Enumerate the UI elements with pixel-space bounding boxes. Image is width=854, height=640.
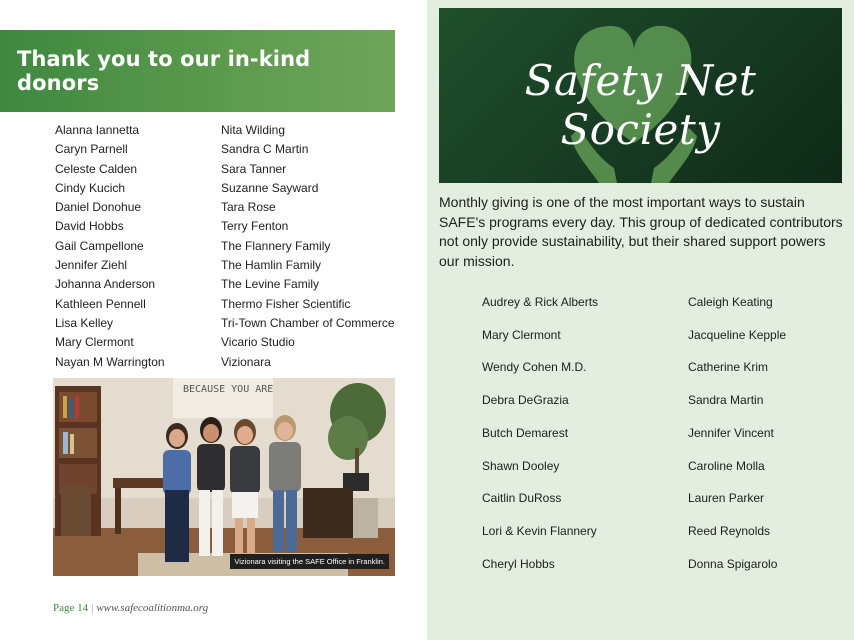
donor-name: The Flannery Family (221, 238, 331, 253)
donor-name: Suzanne Sayward (221, 180, 319, 195)
member-name: Catherine Krim (688, 360, 769, 375)
intro-paragraph: Monthly giving is one of the most important ways to sustain SAFE's programs every day. This group of dedicated contributors not only provide sustainability, but their shared support powers our mission. (439, 194, 843, 269)
donor-name: Gail Campellone (55, 238, 144, 253)
member-name: Lauren Parker (688, 491, 765, 506)
page-footer (53, 602, 208, 614)
donor-name: Alanna Iannetta (55, 123, 140, 137)
member-name: Caitlin DuRoss (482, 491, 562, 506)
member-name: Mary Clermont (482, 327, 561, 342)
donor-name: Daniel Donohue (55, 200, 142, 215)
page-title: Thank you to our in-kind donors (17, 47, 311, 95)
donor-name: Tri-Town Chamber of Commerce (221, 315, 395, 330)
member-name: Jennifer Vincent (688, 425, 774, 440)
member-name: Shawn Dooley (482, 458, 560, 473)
donor-name: Sandra C Martin (221, 142, 309, 157)
donor-name: David Hobbs (55, 219, 124, 234)
donor-name: The Levine Family (221, 277, 320, 292)
donor-name: Mary Clermont (55, 335, 134, 350)
donor-name: Cindy Kucich (55, 180, 126, 195)
member-list-column-2 (688, 286, 786, 580)
donor-name: Nita Wilding (221, 123, 286, 137)
donor-name: Kathleen Pennell (55, 296, 146, 311)
page-number: Page 14 (53, 602, 89, 614)
member-name: Jacqueline Kepple (688, 327, 787, 342)
member-name: Wendy Cohen M.D. (482, 360, 587, 375)
donor-list-column-1 (55, 121, 165, 372)
member-name: Caleigh Keating (688, 295, 773, 309)
footer-separator: | (91, 602, 94, 614)
member-name: Caroline Molla (688, 458, 765, 473)
donor-name: Johanna Anderson (55, 277, 156, 292)
right-page (427, 0, 854, 640)
member-name: Debra DeGrazia (482, 393, 569, 408)
photo-sign: BECAUSE YOU ARE (183, 384, 274, 395)
donor-name: Vizionara (221, 354, 271, 369)
member-name: Sandra Martin (688, 393, 764, 408)
donor-name: Terry Fenton (221, 219, 289, 234)
member-name: Donna Spigarolo (688, 556, 778, 571)
member-name: Audrey & Rick Alberts (482, 295, 599, 309)
member-list-column-1 (482, 286, 598, 580)
hero-title: Safety Net Society (524, 56, 757, 154)
donor-list-column-2 (221, 121, 395, 372)
member-name: Cheryl Hobbs (482, 556, 555, 571)
donor-name: Vicario Studio (221, 335, 295, 350)
donor-photo (53, 378, 395, 576)
member-name: Reed Reynolds (688, 523, 771, 538)
footer-url: www.safecoalitionma.org (96, 602, 209, 614)
member-name: Butch Demarest (482, 425, 569, 440)
donors-banner (0, 30, 395, 112)
safety-net-society-banner (439, 8, 842, 183)
photo-caption: Vizionara visiting the SAFE Office in Franklin. (230, 554, 389, 569)
donor-name: Thermo Fisher Scientific (221, 296, 351, 311)
donor-name: Tara Rose (221, 200, 276, 215)
donor-name: Caryn Parnell (55, 142, 128, 157)
donor-name: Lisa Kelley (55, 315, 114, 330)
donor-name: Nayan M Warrington (55, 354, 165, 369)
donor-name: Jennifer Ziehl (55, 258, 128, 273)
donor-name: Sara Tanner (221, 161, 287, 176)
donor-name: The Hamlin Family (221, 258, 322, 273)
photo-illustration (53, 378, 395, 576)
donor-name: Celeste Calden (55, 161, 138, 176)
member-name: Lori & Kevin Flannery (482, 523, 597, 538)
